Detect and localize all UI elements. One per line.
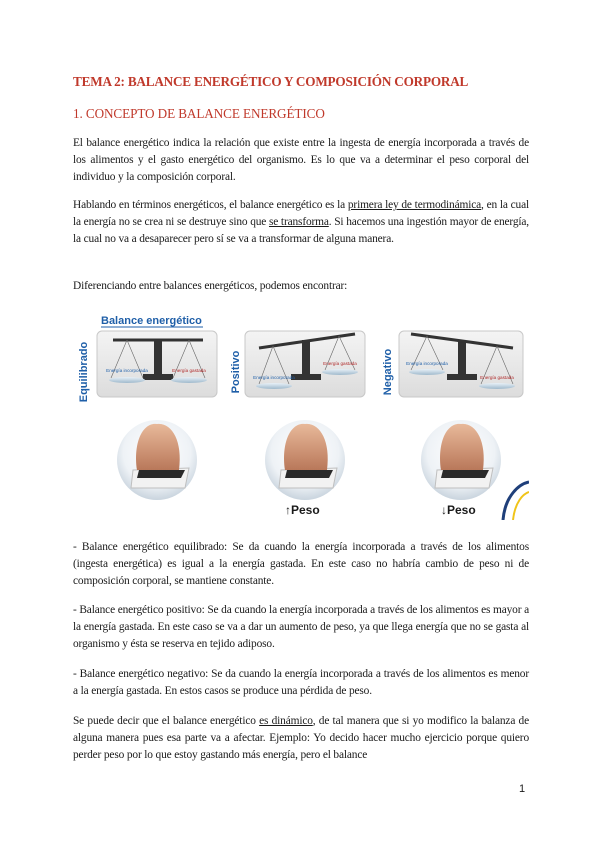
scale-negativo <box>399 331 523 397</box>
label-positivo: Positivo <box>230 350 242 394</box>
pos-energia-gastada: Energía gastada <box>323 361 357 366</box>
paragraph-definition: El balance energético indica la relación que existe entre la ingesta de energía incorporada a través de los alimentos y el gasto energético del organismo. Es lo que va a determinar el peso corporal del individuo y la composición corporal. <box>73 137 529 184</box>
neg-energia-incorporada: Energía incorporada <box>406 361 448 366</box>
scale-equilibrado <box>97 331 217 397</box>
para2-text-c: . Si hacemos una ingestión mayor de energía, la cual no va a desaparecer pero sí se va a transformar de alguna manera. <box>73 216 529 246</box>
paragraph-intro-list: Diferenciando entre balances energéticos, podemos encontrar: <box>73 280 348 292</box>
bathroom-scale-1 <box>117 420 197 500</box>
bathroom-scale-2 <box>265 420 345 500</box>
para2-text-b: , en la cual la energía no se crea ni se destruye sino que <box>73 199 529 229</box>
peso-up-label: ↑Peso <box>285 503 320 517</box>
bullet-negativo: - Balance energético negativo: Se da cuando la energía incorporada a través de los alimentos es menor a la energía gastada. En estos casos se produce una pérdida de peso. <box>73 668 529 698</box>
neg-energia-gastada: Energía gastada <box>480 375 514 380</box>
bullet-positivo: - Balance energético positivo: Se da cuando la energía incorporada a través de los alimentos es mayor a la energía gastada. En este caso se va a dar un aumento de peso, ya que llega energía que no se gasta al organismo y ésta se reserva en tejido adiposo. <box>73 604 529 651</box>
scale-positivo <box>245 331 365 397</box>
eq-energia-gastada: Energía gastada <box>172 368 206 373</box>
link-es-dinamico: es dinámico <box>259 715 313 727</box>
label-equilibrado: Equilibrado <box>78 341 90 403</box>
para2-text-a: Hablando en términos energéticos, el balance energético es la <box>73 199 348 211</box>
page-title: TEMA 2: BALANCE ENERGÉTICO Y COMPOSICIÓN CORPORAL <box>73 74 469 89</box>
section-title: 1. CONCEPTO DE BALANCE ENERGÉTICO <box>73 106 325 121</box>
link-se-transforma: se transforma <box>268 216 329 229</box>
para4-text-b: , de tal manera que si yo modifico la balanza de alguna manera pues esa parte va a afectar. Ejemplo: Yo decido hacer mucho ejercicio porque quiero perder peso por lo que estoy gastando más energía, pero el balance <box>73 715 529 762</box>
eq-energia-incorporada: Energía incorporada <box>106 368 148 373</box>
pos-energia-incorporada: Energía incorporada <box>253 375 295 380</box>
page-number: 1 <box>519 783 526 795</box>
label-negativo: Negativo <box>382 348 394 396</box>
paragraph-dynamic <box>73 713 529 765</box>
para4-text-a: Se puede decir que el balance energético <box>73 715 260 727</box>
balance-figure <box>73 312 529 520</box>
link-primera-ley: primera ley de termodinámica <box>347 199 482 211</box>
paragraph-thermodynamics <box>73 197 529 249</box>
bathroom-scale-3 <box>421 420 501 500</box>
bullet-equilibrado: - Balance energético equilibrado: Se da cuando la energía incorporada a través de los alimentos (ingesta energética) es igual a la energía gastada. En este caso no habría cambio de peso ni de composición corporal, se mantiene constante. <box>73 541 529 588</box>
peso-down-label: ↓Peso <box>441 503 476 517</box>
figure-header: Balance energético <box>101 315 202 327</box>
